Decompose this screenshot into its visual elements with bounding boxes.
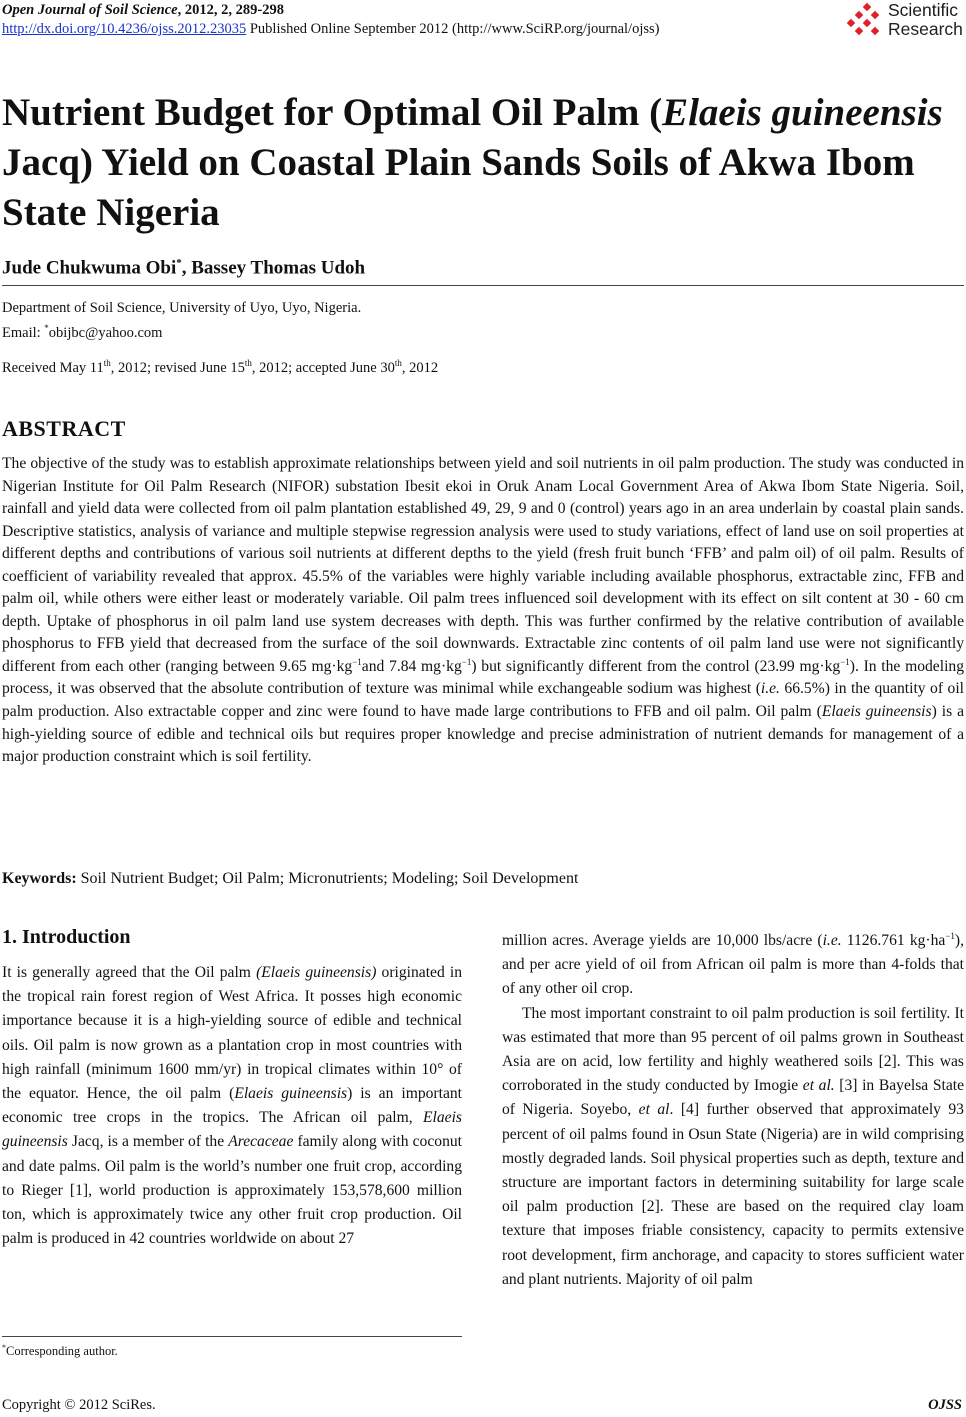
logo-text xyxy=(888,1,963,39)
title-part-1: Nutrient Budget for Optimal Oil Palm ( xyxy=(2,91,663,134)
abstract-heading: ABSTRACT xyxy=(2,416,126,441)
volume-info: , 2012, 2, 289-298 xyxy=(177,2,284,18)
author-mark: * xyxy=(176,257,182,269)
author-2: , Bassey Thomas Udoh xyxy=(181,257,366,279)
paper-title xyxy=(2,88,962,238)
intro-paragraph-1-cont: million acres. Average yields are 10,000 lbs/acre (i.e. 1126.761 $kg\cdot ha^{-1}$), and per acre yield of oil from African oil palm is more than 4-folds that of any other oil crop. xyxy=(502,930,965,998)
email-line xyxy=(2,318,361,343)
title-part-2: Jacq) Yield on Coastal Plain Sands Soils of Akwa Ibom State Nigeria xyxy=(2,141,915,234)
journal-header xyxy=(2,2,284,19)
keywords-list: Soil Nutrient Budget; Oil Palm; Micronutrients; Modeling; Soil Development xyxy=(76,870,579,887)
copyright: Copyright © 2012 SciRes. xyxy=(2,1397,156,1413)
logo-line-1: Scientific xyxy=(888,0,959,20)
published-info: Published Online September 2012 (http://www.SciRP.org/journal/ojss) xyxy=(246,21,660,37)
logo-mark-icon xyxy=(846,2,886,42)
received-dates: Received May 11th, 2012; revised June 15th, 2012; accepted June 30th, 2012 xyxy=(2,358,439,376)
scientific-research-logo xyxy=(846,0,966,44)
department: Department of Soil Science, University of Uyo, Uyo, Nigeria. xyxy=(2,300,362,316)
journal-abbreviation: OJSS xyxy=(928,1397,962,1413)
email-mark: * xyxy=(44,323,49,333)
doi-link[interactable]: http://dx.doi.org/10.4236/ojss.2012.23035 xyxy=(2,21,247,37)
abstract-text: The objective of the study was to establish approximate relationships between yield and soil nutrients in oil palm production. The study was conducted in Nigerian Institute for Oil Palm Research (NIFOR) substation Ibesit ekoi in Oruk Anam Local Government Area of Akwa Ibom State Nigeria. Soil, rainfall and yield data were collected from oil palm plantation established 49, 29, 9 and 0 (control) years ago in an area underlain by coastal plain sands. Descriptive statistics, analysis of variance and multiple stepwise regression analysis were used to study variations, effect of land use on soil properties at different depths and contributions of various soil nutrients at different depths to the yield (fresh fruit bunch ‘FFB’ and palm oil) of oil palm. Results of coefficient of variability revealed that approx. 45.5% of the variables were highly variable including available phosphorus, extractable zinc, FFB and palm oil, while others were either least or moderately variable. Oil palm trees influenced soil development with its effect on silt content at 30 - 60 cm depth. Uptake of phosphorus in oil palm land use system decreases with depth. This was further confirmed by the relative contribution of available phosphorus to FFB yield that decreased from the surface of the soil downwards. Extractable zinc contents of oil palm land use were not significantly different from each other (ranging between 9.65 $mg\cdot kg^{-1}and$ 7.84 $mg\cdot kg^{-1}$) but significantly different from the control (23.99 $mg\cdot kg^{-1}$). In the modeling process, it was observed that the absolute contribution of texture was minimal while exchangeable sodium was highest (i.e. 66.5%) in the quantity of oil palm production. Also extractable copper and zinc were found to have made large contributions to FFB and oil palm. Oil palm (Elaeis guineensis) is a high-yielding source of edible and technical oils but requires proper knowledge and precise administration of nutrient demands for management of a major production constraint which is soil fertility. xyxy=(2,455,965,766)
doi-line xyxy=(2,21,659,38)
logo-line-2: Research xyxy=(888,19,963,39)
journal-name: Open Journal of Soil Science xyxy=(2,2,178,18)
title-species: Elaeis guineensis xyxy=(662,91,943,134)
keywords-label: Keywords: xyxy=(2,870,77,887)
author-1: Jude Chukwuma Obi xyxy=(2,257,177,279)
intro-right-column xyxy=(502,929,964,1292)
footnote-divider xyxy=(2,1336,462,1337)
footnote: *Corresponding author. xyxy=(2,1343,118,1359)
intro-paragraph-1: It is generally agreed that the Oil palm (Elaeis guineensis) originated in the tropical rain forest region of West Africa. It posses high economic importance because it is a high-yielding source of edible and technical oils. Oil palm is now grown as a plantation crop in most countries with high rainfall (minimum 1600 mm/yr) in tropical climates within 10° of the equator. Hence, the oil palm (Elaeis guineensis) is an important economic tree crops in the tropics. The African oil palm, Elaeis guineensis Jacq, is a member of the Arecaceae family along with coconut and date palms. Oil palm is the world’s number one fruit crop, according to Rieger [1], world production is approximately 153,578,600 million ton, which is approximately twice any other fruit crop production. Oil palm is produced in 42 countries worldwide on about 27 xyxy=(2,964,463,1248)
keywords xyxy=(2,870,578,888)
author-divider xyxy=(2,285,964,286)
authors xyxy=(2,257,365,279)
intro-heading: 1. Introduction xyxy=(2,926,131,948)
affiliation xyxy=(2,298,361,343)
intro-paragraph-2: The most important constraint to oil palm production is soil fertility. It was estimated that more than 95 percent of oil palms grown in Southeast Asia are on acid, low fertility and highly weathered soils [2]. This was corroborated in the study conducted by Imogie et al. [3] in Bayelsa State of Nigeria. Soyebo, et al. [4] further observed that approximately 93 percent of oil palms found in Osun State (Nigeria) are in wild comprising mostly degraded lands. Soil physical properties such as depth, texture and structure are important factors in determining suitability for large scale oil palm production [2]. These are based on the required clay loam texture that imposes friable consistency, capacity to permits extensive root development, firm anchorage, and capacity to stores sufficient water and plant nutrients. Majority of oil palm xyxy=(502,1004,965,1288)
email-address[interactable]: obijbc@yahoo.com xyxy=(48,324,163,341)
intro-left-column xyxy=(2,961,462,1251)
email-label: Email: xyxy=(2,324,45,341)
